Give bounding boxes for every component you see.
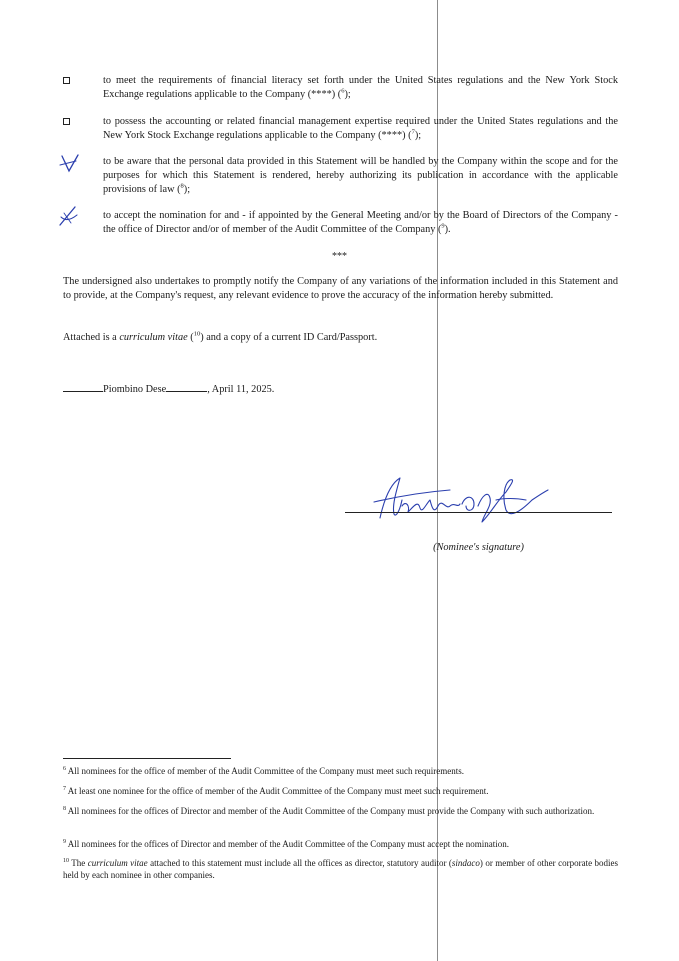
footnote-ref: 9 — [441, 222, 445, 230]
nominee-signature — [370, 470, 555, 530]
declaration-text: to meet the requirements of financial literacy set forth under the United States regulations and the New York Stock Exchange regulations applicable to the Company (****) ($^6$); — [103, 75, 618, 100]
declaration-text: to possess the accounting or related financial management expertise required under the United States regulations and the New York Stock Exchange regulations applicable to the Company (****) ($^7$); — [103, 116, 618, 141]
footnote-text: The — [71, 858, 88, 868]
footnote-text: sindaco — [451, 858, 480, 868]
footnote-text: ) or member of other corporate bodies held by each nominee in other companies. — [63, 858, 618, 880]
checkbox-checked[interactable] — [63, 209, 93, 229]
footnote-text: At least one nominee for the office of member of the Audit Committee of the Company must meet such requirement. — [67, 786, 489, 796]
footnote-6 — [63, 765, 618, 777]
handwritten-check-icon — [57, 153, 83, 175]
undertaking-paragraph: The undersigned also undertakes to promptly notify the Company of any variations of the information included in this Statement and to provide, at the Company's request, any relevant evidence to prove the accuracy of the information hereby submitted. — [63, 276, 618, 301]
attachments-paragraph: Attached is a curriculum vitae ($^{10}$) and a copy of a current ID Card/Passport. — [63, 330, 378, 343]
place-blank-line — [166, 381, 207, 392]
footnote-text: All nominees for the office of member of the Audit Committee of the Company must meet such requirements. — [67, 766, 465, 776]
footnote-text: All nominees for the offices of Director and member of the Audit Committee of the Company must accept the nomination. — [67, 839, 509, 849]
footnote-ref: 7 — [411, 128, 415, 136]
footnote-number: 6 — [63, 766, 66, 772]
footnote-9 — [63, 838, 618, 850]
footnote-ref: 10 — [193, 330, 201, 338]
checkbox-unchecked[interactable] — [63, 115, 93, 135]
section-separator: *** — [332, 251, 347, 262]
footnote-10 — [63, 857, 618, 881]
footnote-text: curriculum vitae — [87, 858, 148, 868]
declaration-text: to accept the nomination for and - if appointed by the General Meeting and/or by the Board of Directors of the Company - the office of Director and/or of member of the Audit Committee of the Company ($^9$). — [103, 210, 618, 235]
checkbox-unchecked[interactable] — [63, 74, 93, 94]
footnote-text: All nominees for the offices of Director and member of the Audit Committee of the Company must provide the Company with such authorization. — [67, 806, 595, 816]
place: Piombino Dese — [103, 384, 167, 395]
footnote-rule — [63, 758, 231, 759]
footnote-number: 7 — [63, 786, 66, 792]
footnote-number: 9 — [63, 839, 66, 845]
handwritten-check-icon — [57, 203, 83, 227]
place-date-line — [63, 381, 618, 397]
date: , April 11, 2025. — [207, 384, 275, 395]
footnote-8 — [63, 805, 618, 817]
declaration-text: to be aware that the personal data provided in this Statement will be handled by the Company within the scope and for the purposes for which this Statement is rendered, hereby authorizing its publication in accordance with the applicable provisions of law ($^8$); — [103, 156, 618, 195]
footnote-number: 8 — [63, 806, 66, 812]
footnote-7 — [63, 785, 618, 797]
signature-caption: (Nominee's signature) — [433, 542, 524, 553]
footnote-number: 10 — [63, 858, 69, 864]
footnote-text: attached to this statement must include all the offices as director, statutory auditor ( — [147, 858, 452, 868]
checkbox-checked[interactable] — [63, 155, 93, 175]
footnote-ref: 6 — [341, 87, 345, 95]
footnote-ref: 8 — [180, 182, 184, 190]
empty-box-icon — [63, 118, 70, 125]
place-blank-line — [63, 381, 103, 392]
signature-line — [345, 512, 612, 513]
empty-box-icon — [63, 77, 70, 84]
